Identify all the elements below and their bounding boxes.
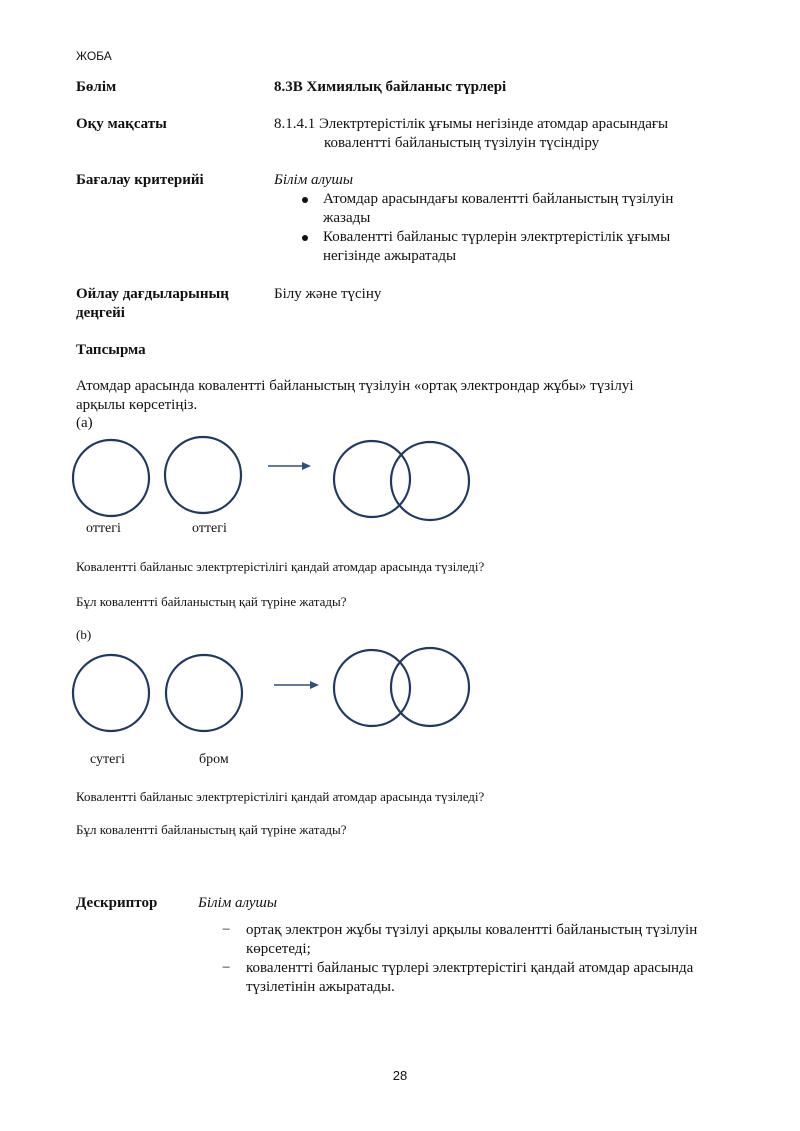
descriptor-list — [198, 921, 698, 997]
arrow-icon — [268, 462, 311, 470]
task-text-line1: Атомдар арасында ковалентті байланыстың түзілуін «ортақ электрондар жұбы» түзілуі — [76, 378, 634, 394]
page-number: 28 — [392, 1068, 408, 1083]
diagram-a — [0, 430, 800, 530]
thinking-label-line1: Ойлау дағдыларының — [76, 286, 229, 302]
thinking-value: Білу және түсіну — [274, 286, 382, 302]
criteria-label: Бағалау критерийі — [76, 172, 204, 188]
draft-label: ЖОБА — [76, 49, 112, 63]
objective-value-line2: ковалентті байланыстың түзілуін түсіндіру — [324, 135, 600, 151]
descriptor-label: Дескриптор — [76, 895, 158, 911]
bonded-atom-circle-2 — [391, 648, 469, 726]
bonded-atom-circle-2 — [391, 442, 469, 520]
atom-circle-hydrogen — [73, 655, 149, 731]
question-a1: Ковалентті байланыс электртерістілігі қандай атомдар арасында түзіледі? — [76, 559, 485, 574]
atom-circle-bromine — [166, 655, 242, 731]
atom-label-a1: оттегі — [86, 521, 121, 536]
question-a2: Бұл ковалентті байланыстың қай түріне жатады? — [76, 594, 347, 609]
arrow-icon — [274, 681, 319, 689]
section-label: Бөлім — [76, 79, 117, 95]
criteria-item: Атомдар арасындағы ковалентті байланыстың түзілуін жазады — [274, 190, 714, 228]
criteria-intro: Білім алушы — [274, 172, 354, 188]
bullet-icon — [302, 235, 308, 241]
atom-circle-oxygen-1 — [73, 440, 149, 516]
objective-label: Оқу мақсаты — [76, 116, 167, 132]
criteria-item: Ковалентті байланыс түрлерін электртерістілік ұғымы негізінде ажыратады — [274, 228, 714, 266]
objective-value-line1: 8.1.4.1 Электртерістілік ұғымы негізінде атомдар арасындағы — [274, 116, 669, 132]
question-b2: Бұл ковалентті байланыстың қай түріне жатады? — [76, 822, 347, 837]
descriptor-item: − ковалентті байланыс түрлері электртерістігі қандай атомдар арасында түзілетінін ажыратады. — [222, 960, 694, 995]
atom-label-b1: сутегі — [90, 752, 125, 767]
dash-icon: − — [222, 922, 231, 938]
descriptor-item: − ортақ электрон жұбы түзілуі арқылы ковалентті байланыстың түзілуін көрсетеді; — [222, 922, 698, 957]
diagram-b — [0, 640, 800, 740]
task-text-line2: арқылы көрсетіңіз. — [76, 397, 198, 413]
task-heading: Тапсырма — [76, 342, 146, 358]
descriptor-intro: Білім алушы — [198, 895, 278, 911]
part-b-label: (b) — [76, 627, 92, 642]
part-a-label: (a) — [76, 415, 93, 431]
thinking-label-line2: деңгейі — [76, 305, 125, 321]
bullet-icon — [302, 197, 308, 203]
dash-icon: − — [222, 960, 231, 976]
criteria-list — [274, 190, 714, 266]
atom-circle-oxygen-2 — [165, 437, 241, 513]
atom-label-a2: оттегі — [192, 521, 227, 536]
atom-label-b2: бром — [199, 752, 229, 767]
section-value: 8.3В Химиялық байланыс түрлері — [274, 79, 507, 95]
question-b1: Ковалентті байланыс электртерістілігі қандай атомдар арасында түзіледі? — [76, 789, 485, 804]
bonded-atom-circle-1 — [334, 650, 410, 726]
